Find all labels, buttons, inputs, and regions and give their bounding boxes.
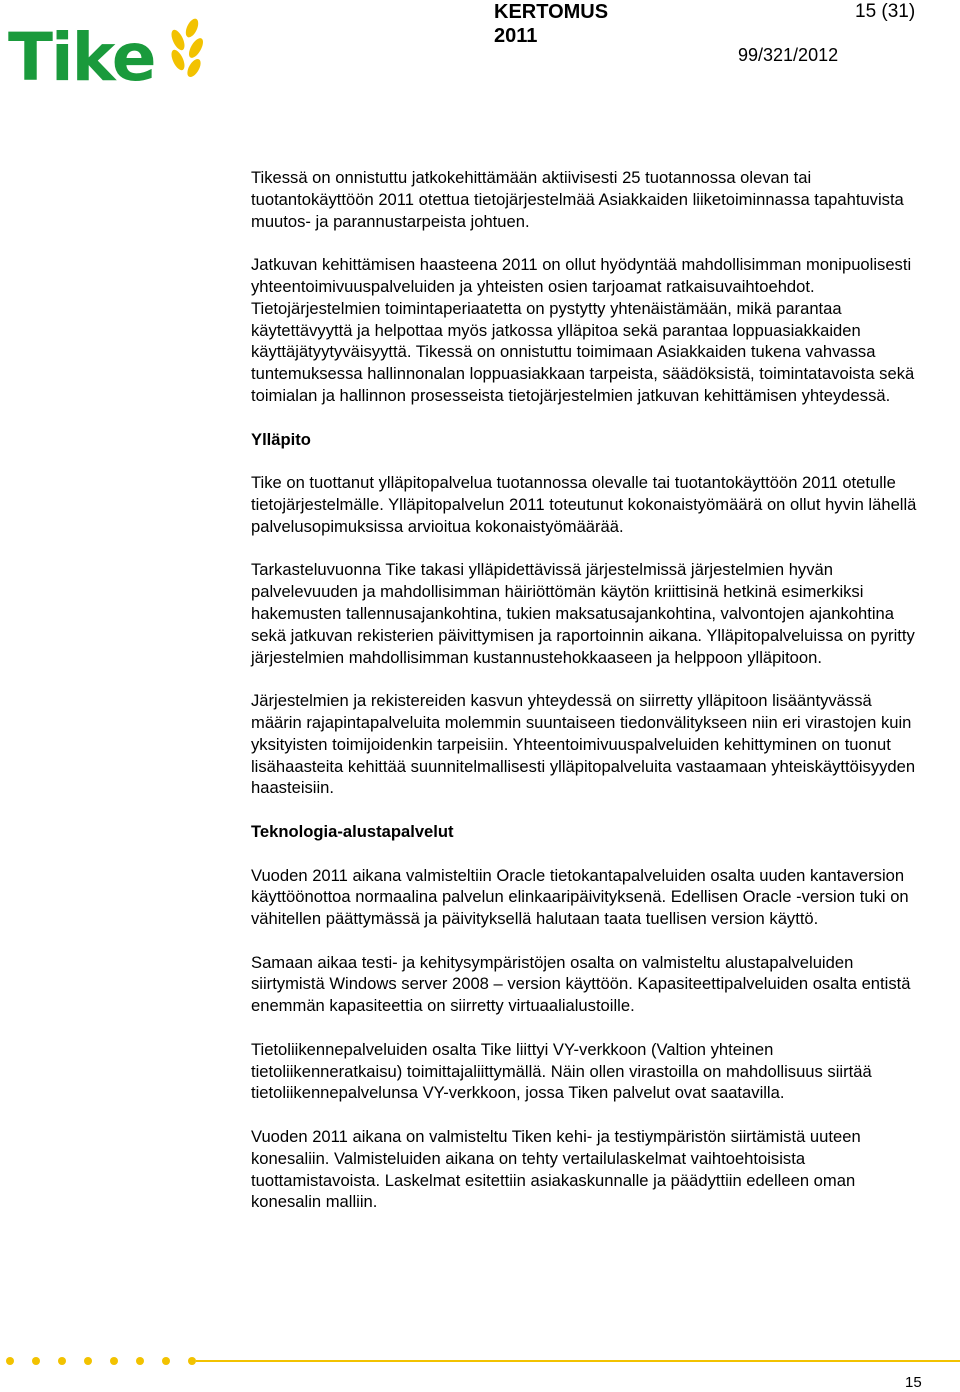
paragraph: Tike on tuottanut ylläpitopalvelua tuotannossa olevalle tai tuotantokäyttöön 2011 otetulle tietojärjestelmälle. Ylläpitopalvelun 2011 toteutunut kokonaistyömäärä on ollut hyvin lähellä palvelusopimuksissa arvioitua kokonaistyömäärää. — [251, 473, 917, 536]
paragraph: Järjestelmien ja rekistereiden kasvun yhteydessä on siirretty ylläpitoon lisääntyvässä määrin rajapintapalveluita molemmin suuntaiseen tiedonvälitykseen niin eri virastojen kuin yksityisten toimijoidenkin tarpeisiin. Yhteentoimivuuspalveluiden kehittyminen on tuonut lisähaasteita kehittää suunnitelmallisesti ylläpitopalveluita vastaamaan yhteiskäyttöisyyden haasteisiin. — [251, 691, 916, 798]
paragraph: Jatkuvan kehittämisen haasteena 2011 on ollut hyödyntää mahdollisimman monipuolisesti yhteentoimivuuspalveluiden ja yhteisten osien tarjoamat ratkaisuvaihtoehdot. Tietojärjestelmien toimintaperiaatetta on pystytty yhtenäistämään, mikä parantaa käytettävyyttä ja helpottaa myös jatkossa ylläpitoa sekä parantaa loppuasiakkaiden käyttäjätyytyväisyyttä. Tikessä on onnistuttu toimimaan Asiakkaiden tukena vahvassa tuntemuksessa hallinnonalan loppuasiakkaan tarpeista, säädöksistä, toimintatavoista sekä toimialan ja hallinnon prosesseista tietojärjestelmien jatkuvan kehittämisen yhteydessä. — [251, 255, 915, 405]
footer-decoration — [0, 1352, 960, 1372]
page-of-total: 15 (31) — [855, 1, 916, 22]
paragraph: Vuoden 2011 aikana on valmisteltu Tiken kehi- ja testiympäristön siirtämistä uuteen konesaliin. Valmisteluiden aikana on tehty vertailulaskelmat vaihtoehtoisista tuottamistavoista. Laskelmat esitettiin asiakaskunnalle ja päädyttiin edelleen oman konesalin malliin. — [251, 1127, 861, 1212]
paragraph: Samaan aikaa testi- ja kehitysympäristöjen osalta on valmisteltu alustapalveluiden siirtymistä Windows server 2008 – version käyttöön. Kapasiteettipalveluiden osalta entistä enemmän kapasiteettia on siirretty virtuaalialustoille. — [251, 952, 911, 1016]
svg-text:Tike: Tike — [8, 19, 155, 88]
section-heading-yllapito: Ylläpito — [251, 429, 311, 449]
paragraph: Tarkasteluvuonna Tike takasi ylläpidettävissä järjestelmissä järjestelmien hyvän palvelevuuden ja mahdollisimman häiriöttömän käytön kriittisinä hetkinä esimerkiksi hakemusten tallennusajankohtina, tukien maksatusajankohtina, valvontojen ajankohtina sekä jatkuvan rekisterien päivittymisen ja raportoinnin aikana. Ylläpitopalveluissa on pyritty järjestelmien mahdollisimman kustannustehokkaaseen ja helppoon ylläpitoon. — [251, 560, 915, 667]
paragraph: Vuoden 2011 aikana valmisteltiin Oracle tietokantapalveluiden osalta uuden kantaversion käyttöönottoa normaalina palvelun elinkaaripäivityksenä. Edellisen Oracle -version tuki on vähitellen päättymässä ja päivityksellä halutaan taata tuellisen version käyttö. — [251, 865, 909, 929]
document-type: KERTOMUS — [494, 1, 609, 23]
footer-page-number: 15 — [905, 1374, 922, 1391]
document-number: 99/321/2012 — [738, 45, 839, 65]
paragraph: Tietoliikennepalveluiden osalta Tike liittyi VY-verkkoon (Valtion yhteinen tietoliikenneratkaisu) toimittajaliittymällä. Näin ollen virastoilla on mahdollisuus siirtää tietoliikennepalvelunsa VY-verkkoon, jossa Tiken palvelut ovat saatavilla. — [251, 1039, 872, 1103]
paragraph: Tikessä on onnistuttu jatkokehittämään aktiivisesti 25 tuotannossa olevan tai tuotantokäyttöön 2011 otettua tietojärjestelmää Asiakkaiden liiketoiminnassa tapahtuvista muutos- ja parannustarpeista johtuen. — [251, 168, 904, 231]
tike-logo — [6, 10, 206, 88]
section-heading-teknologia: Teknologia-alustapalvelut — [251, 821, 454, 841]
document-body — [251, 167, 923, 1235]
document-year: 2011 — [494, 25, 538, 47]
